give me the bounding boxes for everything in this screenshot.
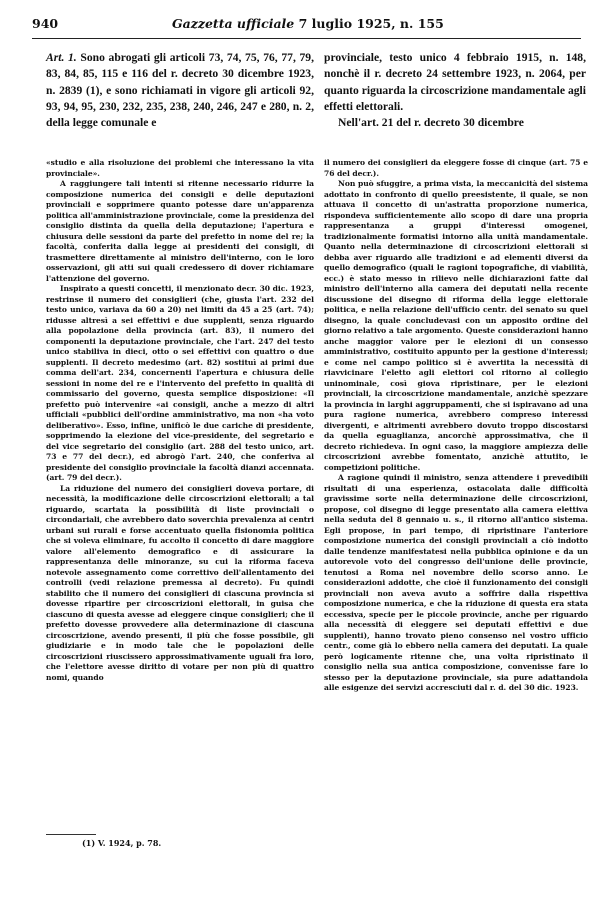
article-top-left: [46, 50, 314, 131]
article-1-body: Sono abrogati gli articoli 73, 74, 75, 76, 77, 79, 83, 84, 85, 115 e 116 del r. decreto 30 dicembre 1923, n. 2839 (1), e sono richiamati in vigore gli articoli 92, 93, 94, 95, 230, 232, 235, 238, 240, 246, 247 e 280, n. 2, della legge comunale e: [46, 51, 314, 130]
article-21-intro: Nell'art. 21 del r. decreto 30 dicembre: [338, 116, 524, 130]
publication-title: [172, 16, 444, 31]
paragraph: Non può sfuggire, a prima vista, la meccanicità del sistema adottato in confronto di quello preesistente, il quale, se non attuava il concetto di un'astratta proporzione numerica, rispondeva sufficientemente allo scopo di dare una propria rappresentanza a gruppi d'interessi omogenei, tradizionalmente formatisi intorno alla unità mandamentale. Quanto nella determinazione di circoscrizioni elettorali si debba aver riguardo alle tradizioni e ad elementi diversi da quello demografico (quali le ragioni topografiche, di viabilità, ecc.) è stato messo in rilievo nelle dichiarazioni fatte dal ministro dell'interno alla camera dei deputati nella recente discussione del disegno di riforma della legge elettorale politica, e nella relazione dell'ufficio centr. del senato su quel disegno, la quale concludevasi con un apposito ordine del giorno relativo a tale argomento. Queste considerazioni hanno anche maggior valore per le elezioni di un consesso amministrativo, costituito appunto per la gestione d'interessi; e come nel campo politico si è avvertita la necessità di riavvicinare l'eletto agli elettori col ritorno al collegio uninominale, così giova ripristinare, per le elezioni provinciali, la circoscrizione mandamentale, anzichè spezzare la provincia in larghi aggruppamenti, che si ispiravano ad una pura ragione numerica, avrebbero compreso interessi divergenti, e altrimenti avrebbero dovuto troppo discostarsi da quella eguaglianza, ancorchè approssimativa, che il decreto richiedeva. In ogni caso, la maggiore ampiezza delle circoscrizioni avrebbe fomentato, anzichè attutito, le competizioni politiche.: [324, 179, 588, 472]
paragraph: A ragione quindi il ministro, senza attendere i prevedibili risultati di una esperienza, ostacolata dalle difficoltà gravissime sorte nella determinazione delle circoscrizioni, propose, col disegno di legge presentato alla camera elettiva nella seduta del 8 gennaio u. s., il ritorno all'antico sistema. Egli propose, in pari tempo, di ripristinare l'anteriore composizione numerica dei consigli provinciali a ciò indotto dalle tendenze manifestatesi nella pubblica opinione e da un autorevole voto del congresso dell'unione delle provincie, tenutosi a Roma nel novembre dello scorso anno. Le considerazioni addotte, che cioè il funzionamento dei consigli provinciali non aveva avuto a soffrire dalla rispettiva composizione numerica, e che la riduzione di questa era stata eccessiva, specie per le piccole provincie, anche per riguardo alla necessità di eleggere sei deputati effettivi e due supplenti), hanno trovato pieno consenso nel vostro ufficio centr., come già lo ebbero nella camera dei deputati. La quale però logicamente ritenne che, una volta ripristinato il consiglio nella sua antica composizione, convenisse fare lo stesso per la deputazione provinciale, sia pure adattandola alle esigenze dei servizi accresciuti dal r. d. del 30 dic. 1923.: [324, 473, 588, 692]
publication-date: 7 luglio 1925, n. 155: [298, 16, 444, 31]
page-header: [32, 16, 581, 36]
footnote-rule: [46, 834, 96, 835]
footnote: (1) V. 1924, p. 78.: [82, 838, 162, 848]
paragraph: il numero dei consiglieri da eleggere fosse di cinque (art. 75 e 76 del decr.).: [324, 158, 588, 178]
article-1-continuation: provinciale, testo unico 4 febbraio 1915, n. 148, nonchè il r. decreto 24 settembre 1923, n. 2064, per quanto riguarda la circoscrizione mandamentale agli effetti elettorali.: [324, 51, 586, 113]
paragraph: «studio e alla risoluzione dei problemi che interessano la vita provinciale».: [46, 158, 314, 178]
paragraph: Inspirato a questi concetti, il menzionato decr. 30 dic. 1923, restrinse il numero dei consiglieri (che, giusta l'art. 232 del testo unico, variava da 60 a 20) nei limiti da 45 a 25 (art. 74); ridusse altresì a sei effettivi e due supplenti, senza riguardo alla popolazione della provincia (art. 83), il numero dei componenti la deputazione provinciale, che l'art. 247 del testo unico stabiliva in dieci, otto o sei effettivi con quattro o due supplenti. Il decreto medesimo (art. 82) sostituì ai primi due comma dell'art. 234, concernenti l'apertura e chiusura delle sessioni in nome del re e l'intervento del prefetto in qualità di commissario del governo, questa semplice disposizione: «Il prefetto può intervenire «ai consigli, anche a mezzo di altri ufficiali «pubblici dell'ordine amministrativo, ma non «ha voto deliberativo». Esso, infine, unificò le due cariche di presidente, sopprimendo la elezione del vice-presidente, del segretario e del vice segretario del consiglio (art. 288 del testo unico, art. 73 e 77 del decr.), ed abrogò l'art. 240, che conferiva al presidente del consiglio provinciale la facoltà dianzi accennata. (art. 79 del decr.).: [46, 284, 314, 482]
article-1-lead: Art. 1.: [46, 51, 77, 64]
article-1-text: [46, 50, 314, 131]
publication-name: Gazzetta ufficiale: [172, 16, 295, 31]
paragraph: La riduzione del numero dei consiglieri doveva portare, di necessità, la modificazione delle circoscrizioni elettorali; a tal riguardo, scartata la possibilità di liste provinciali o circondariali, che avrebbero dato soverchia prevalenza ai centri urbani sui rurali e forse accentuato quella fisionomia politica che si voleva eliminare, fu accolto il concetto di dare maggiore valore all'elemento demografico e di assicurare la rappresentanza delle minoranze, su cui la riforma faceva notevole assegnamento come correttivo dell'allentamento dei controlli (vedi relazione premessa al decreto). Fu quindi stabilito che il numero dei consiglieri di ciascuna provincia si dovesse ripartire per circoscrizioni elettorali, in guisa che ciascuno di questa avesse ad eleggere cinque consiglieri; che il prefetto dovesse provvedere alla determinazione di ciascuna circoscrizione, avendo presenti, il più che fosse possibile, gli giudiziarie e in modo tale che le popolazioni delle circoscrizioni riuscissero approssimativamente uguali fra loro, che l'elettore avesse diritto di votare per non più di quattro nomi, quando: [46, 483, 314, 682]
page-number: 940: [32, 16, 59, 31]
header-rule: [32, 38, 581, 39]
paragraph: A raggiungere tali intenti si ritenne necessario ridurre la composizione numerica dei consigli e delle deputazioni provinciali e sopprimere quanto potesse dare un'apparenza politica all'amministrazione provinciale, come la presidenza del consiglio distinta da quella della deputazione; l'apertura e chiusura delle sessioni da parte del prefetto in nome del re; la facoltà, conferita dalla legge ai presidenti dei consigli, di trasmettere direttamente al ministro dell'interno, con le loro osservazioni, gli atti sui quali credessero di dover richiamare l'attenzione del governo.: [46, 179, 314, 283]
report-right-column: [324, 158, 588, 694]
article-top-right: [324, 50, 586, 131]
report-left-column: [46, 158, 314, 683]
